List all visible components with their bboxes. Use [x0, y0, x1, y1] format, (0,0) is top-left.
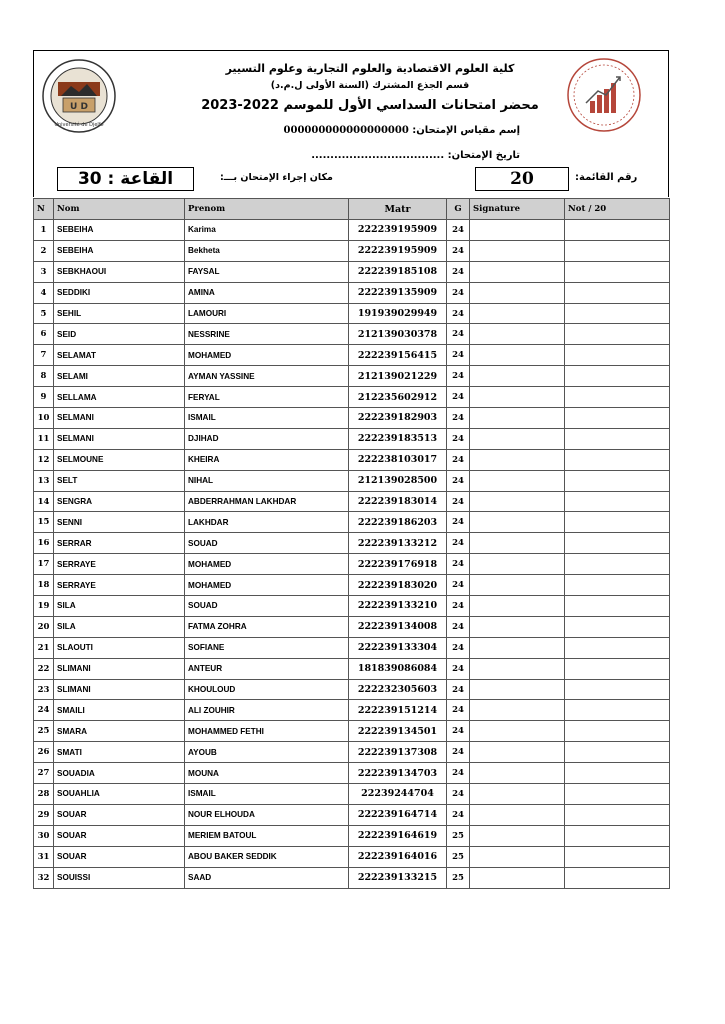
col-header-nom: Nom	[54, 199, 185, 220]
group-number: 24	[447, 449, 470, 470]
student-first-name: NOUR ELHOUDA	[185, 804, 349, 825]
group-number: 24	[447, 533, 470, 554]
group-number: 24	[447, 679, 470, 700]
row-number: 17	[34, 554, 54, 575]
student-first-name: MOHAMED	[185, 575, 349, 596]
student-id: 222239134703	[349, 763, 447, 784]
student-last-name: SELAMI	[54, 366, 185, 387]
signature-cell[interactable]	[470, 408, 565, 429]
table-row	[34, 366, 670, 387]
grade-cell[interactable]	[565, 303, 670, 324]
grade-cell[interactable]	[565, 408, 670, 429]
group-number: 24	[447, 616, 470, 637]
student-first-name: NESSRINE	[185, 324, 349, 345]
table-row	[34, 408, 670, 429]
signature-cell[interactable]	[470, 596, 565, 617]
student-id: 222239151214	[349, 700, 447, 721]
row-number: 32	[34, 867, 54, 888]
signature-cell[interactable]	[470, 512, 565, 533]
signature-cell[interactable]	[470, 846, 565, 867]
student-id: 222239134008	[349, 616, 447, 637]
table-row	[34, 387, 670, 408]
student-id: 191939029949	[349, 303, 447, 324]
row-number: 29	[34, 804, 54, 825]
student-last-name: SOUAR	[54, 825, 185, 846]
group-number: 24	[447, 261, 470, 282]
student-first-name: MOHAMED	[185, 554, 349, 575]
student-last-name: SMATI	[54, 742, 185, 763]
col-header-n: N	[34, 199, 54, 220]
row-number: 5	[34, 303, 54, 324]
col-header-matr: Matr	[349, 199, 447, 220]
group-number: 24	[447, 470, 470, 491]
grade-cell[interactable]	[565, 345, 670, 366]
student-first-name: Bekheta	[185, 240, 349, 261]
student-last-name: SEBKHAOUI	[54, 261, 185, 282]
group-number: 24	[447, 345, 470, 366]
place-label: مكان إجراء الإمتحان بـــ:	[220, 172, 333, 183]
grade-cell[interactable]	[565, 804, 670, 825]
table-row	[34, 303, 670, 324]
student-id: 222239164016	[349, 846, 447, 867]
student-first-name: ABDERRAHMAN LAKHDAR	[185, 491, 349, 512]
row-number: 18	[34, 575, 54, 596]
table-row	[34, 449, 670, 470]
row-number: 31	[34, 846, 54, 867]
row-number: 11	[34, 428, 54, 449]
row-number: 3	[34, 261, 54, 282]
group-number: 24	[447, 324, 470, 345]
student-first-name: SOUAD	[185, 533, 349, 554]
signature-cell[interactable]	[470, 324, 565, 345]
student-id: 22239244704	[349, 784, 447, 805]
signature-cell[interactable]	[470, 533, 565, 554]
list-number: 20	[475, 167, 569, 191]
student-last-name: SLAOUTI	[54, 637, 185, 658]
row-number: 4	[34, 282, 54, 303]
grade-cell[interactable]	[565, 387, 670, 408]
signature-cell[interactable]	[470, 366, 565, 387]
student-last-name: SELMANI	[54, 428, 185, 449]
table-row	[34, 616, 670, 637]
student-id: 222232305603	[349, 679, 447, 700]
grade-cell[interactable]	[565, 596, 670, 617]
row-number: 27	[34, 763, 54, 784]
signature-cell[interactable]	[470, 804, 565, 825]
grade-cell[interactable]	[565, 512, 670, 533]
student-id: 212235602912	[349, 387, 447, 408]
svg-text:Université de Djelfa: Université de Djelfa	[54, 122, 104, 128]
grade-cell[interactable]	[565, 220, 670, 241]
student-id: 222239133304	[349, 637, 447, 658]
student-first-name: ISMAIL	[185, 408, 349, 429]
table-row	[34, 575, 670, 596]
group-number: 24	[447, 428, 470, 449]
student-last-name: SLIMANI	[54, 679, 185, 700]
group-number: 24	[447, 596, 470, 617]
group-number: 25	[447, 825, 470, 846]
student-first-name: KHEIRA	[185, 449, 349, 470]
table-row	[34, 867, 670, 888]
student-id: 222239183014	[349, 491, 447, 512]
row-number: 16	[34, 533, 54, 554]
row-number: 6	[34, 324, 54, 345]
grade-cell[interactable]	[565, 679, 670, 700]
row-number: 26	[34, 742, 54, 763]
signature-cell[interactable]	[470, 345, 565, 366]
row-number: 30	[34, 825, 54, 846]
student-first-name: NIHAL	[185, 470, 349, 491]
student-last-name: SEID	[54, 324, 185, 345]
table-row	[34, 846, 670, 867]
signature-cell[interactable]	[470, 470, 565, 491]
signature-cell[interactable]	[470, 387, 565, 408]
university-logo-icon	[41, 58, 117, 134]
student-first-name: ISMAIL	[185, 784, 349, 805]
table-row	[34, 763, 670, 784]
grade-cell[interactable]	[565, 282, 670, 303]
student-first-name: MOUNA	[185, 763, 349, 784]
faculty-name: كلية العلوم الاقتصادية والعلوم التجارية وعلوم التسيير	[225, 62, 515, 75]
group-number: 24	[447, 554, 470, 575]
row-number: 7	[34, 345, 54, 366]
signature-cell[interactable]	[470, 679, 565, 700]
table-row	[34, 470, 670, 491]
grade-cell[interactable]	[565, 428, 670, 449]
student-id: 222239156415	[349, 345, 447, 366]
row-number: 28	[34, 784, 54, 805]
grade-cell[interactable]	[565, 846, 670, 867]
student-first-name: AYMAN YASSINE	[185, 366, 349, 387]
table-row	[34, 804, 670, 825]
student-first-name: LAKHDAR	[185, 512, 349, 533]
student-first-name: KHOULOUD	[185, 679, 349, 700]
student-id: 222239135909	[349, 282, 447, 303]
student-last-name: SLIMANI	[54, 658, 185, 679]
student-id: 222239195909	[349, 240, 447, 261]
grade-cell[interactable]	[565, 825, 670, 846]
student-id: 222239186203	[349, 512, 447, 533]
table-row	[34, 324, 670, 345]
signature-cell[interactable]	[470, 825, 565, 846]
student-id: 212139028500	[349, 470, 447, 491]
subject-line	[230, 125, 520, 136]
student-last-name: SENGRA	[54, 491, 185, 512]
group-number: 24	[447, 721, 470, 742]
date-value: ...................................	[311, 150, 445, 161]
group-number: 24	[447, 303, 470, 324]
student-last-name: SILA	[54, 616, 185, 637]
date-label: تاريخ الإمتحان:	[447, 150, 520, 161]
student-first-name: ABOU BAKER SEDDIK	[185, 846, 349, 867]
col-header-note: Not / 20	[565, 199, 670, 220]
table-row	[34, 512, 670, 533]
student-first-name: MOHAMMED FETHI	[185, 721, 349, 742]
student-last-name: SOUAR	[54, 804, 185, 825]
group-number: 24	[447, 763, 470, 784]
student-first-name: FERYAL	[185, 387, 349, 408]
student-first-name: SOFIANE	[185, 637, 349, 658]
student-id: 222238103017	[349, 449, 447, 470]
room-box: القاعة : 30	[57, 167, 194, 191]
grade-cell[interactable]	[565, 763, 670, 784]
group-number: 24	[447, 700, 470, 721]
group-number: 24	[447, 637, 470, 658]
table-row	[34, 261, 670, 282]
group-number: 24	[447, 491, 470, 512]
row-number: 9	[34, 387, 54, 408]
grade-cell[interactable]	[565, 867, 670, 888]
student-id: 222239133215	[349, 867, 447, 888]
table-row	[34, 345, 670, 366]
student-last-name: SMARA	[54, 721, 185, 742]
table-row	[34, 784, 670, 805]
grade-cell[interactable]	[565, 700, 670, 721]
row-number: 13	[34, 470, 54, 491]
student-id: 222239183020	[349, 575, 447, 596]
table-row	[34, 658, 670, 679]
student-first-name: AYOUB	[185, 742, 349, 763]
signature-cell[interactable]	[470, 282, 565, 303]
student-last-name: SENNI	[54, 512, 185, 533]
signature-cell[interactable]	[470, 491, 565, 512]
group-number: 24	[447, 784, 470, 805]
student-first-name: FATMA ZOHRA	[185, 616, 349, 637]
table-row	[34, 700, 670, 721]
table-row	[34, 240, 670, 261]
signature-cell[interactable]	[470, 658, 565, 679]
student-last-name: SEHIL	[54, 303, 185, 324]
group-number: 24	[447, 658, 470, 679]
table-row	[34, 637, 670, 658]
table-header-row	[34, 199, 670, 220]
table-row	[34, 491, 670, 512]
signature-cell[interactable]	[470, 303, 565, 324]
row-number: 10	[34, 408, 54, 429]
student-last-name: SMAILI	[54, 700, 185, 721]
signature-cell[interactable]	[470, 240, 565, 261]
student-last-name: SOUAR	[54, 846, 185, 867]
student-id: 222239133210	[349, 596, 447, 617]
row-number: 14	[34, 491, 54, 512]
student-id: 222239195909	[349, 220, 447, 241]
signature-cell[interactable]	[470, 721, 565, 742]
table-row	[34, 596, 670, 617]
signature-cell[interactable]	[470, 742, 565, 763]
student-id: 222239183513	[349, 428, 447, 449]
student-id: 222239164619	[349, 825, 447, 846]
svg-text:U D: U D	[70, 102, 88, 112]
student-last-name: SERRAR	[54, 533, 185, 554]
student-last-name: SELMANI	[54, 408, 185, 429]
student-id: 222239137308	[349, 742, 447, 763]
student-first-name: ALI ZOUHIR	[185, 700, 349, 721]
grade-cell[interactable]	[565, 470, 670, 491]
student-last-name: SOUISSI	[54, 867, 185, 888]
student-id: 222239134501	[349, 721, 447, 742]
group-number: 24	[447, 575, 470, 596]
student-first-name: ANTEUR	[185, 658, 349, 679]
signature-cell[interactable]	[470, 763, 565, 784]
signature-cell[interactable]	[470, 220, 565, 241]
group-number: 24	[447, 220, 470, 241]
table-row	[34, 721, 670, 742]
student-last-name: SOUADIA	[54, 763, 185, 784]
col-header-signature: Signature	[470, 199, 565, 220]
grade-cell[interactable]	[565, 554, 670, 575]
table-row	[34, 220, 670, 241]
col-header-prenom: Prenom	[185, 199, 349, 220]
row-number: 23	[34, 679, 54, 700]
student-last-name: SERRAYE	[54, 554, 185, 575]
signature-cell[interactable]	[470, 554, 565, 575]
student-first-name: Karima	[185, 220, 349, 241]
grade-cell[interactable]	[565, 533, 670, 554]
student-last-name: SILA	[54, 596, 185, 617]
students-table	[33, 198, 670, 889]
table-row	[34, 533, 670, 554]
student-id: 212139030378	[349, 324, 447, 345]
grade-cell[interactable]	[565, 261, 670, 282]
student-id: 222239164714	[349, 804, 447, 825]
row-number: 22	[34, 658, 54, 679]
group-number: 24	[447, 804, 470, 825]
grade-cell[interactable]	[565, 637, 670, 658]
signature-cell[interactable]	[470, 867, 565, 888]
table-row	[34, 825, 670, 846]
subject-value: 000000000000000000	[283, 125, 409, 136]
group-number: 24	[447, 387, 470, 408]
group-number: 24	[447, 742, 470, 763]
student-id: 222239133212	[349, 533, 447, 554]
student-first-name: MOHAMED	[185, 345, 349, 366]
signature-cell[interactable]	[470, 784, 565, 805]
student-first-name: MERIEM BATOUL	[185, 825, 349, 846]
student-first-name: DJIHAD	[185, 428, 349, 449]
student-last-name: SERRAYE	[54, 575, 185, 596]
row-number: 1	[34, 220, 54, 241]
student-last-name: SEBEIHA	[54, 220, 185, 241]
student-last-name: SEBEIHA	[54, 240, 185, 261]
grade-cell[interactable]	[565, 742, 670, 763]
row-number: 25	[34, 721, 54, 742]
table-row	[34, 428, 670, 449]
row-number: 21	[34, 637, 54, 658]
student-last-name: SELT	[54, 470, 185, 491]
signature-cell[interactable]	[470, 428, 565, 449]
table-row	[34, 679, 670, 700]
grade-cell[interactable]	[565, 240, 670, 261]
signature-cell[interactable]	[470, 449, 565, 470]
group-number: 24	[447, 240, 470, 261]
table-row	[34, 282, 670, 303]
table-row	[34, 742, 670, 763]
student-last-name: SELLAMA	[54, 387, 185, 408]
row-number: 24	[34, 700, 54, 721]
student-first-name: AMINA	[185, 282, 349, 303]
student-first-name: FAYSAL	[185, 261, 349, 282]
student-id: 222239176918	[349, 554, 447, 575]
group-number: 24	[447, 366, 470, 387]
document-title: محضر امتحانات السداسي الأول للموسم 2022-2023	[201, 98, 539, 113]
grade-cell[interactable]	[565, 366, 670, 387]
signature-cell[interactable]	[470, 261, 565, 282]
table-body	[34, 220, 670, 889]
student-first-name: SAAD	[185, 867, 349, 888]
row-number: 15	[34, 512, 54, 533]
list-number-label: رقم القائمة:	[575, 172, 638, 183]
group-number: 25	[447, 846, 470, 867]
department-name: قسم الجذع المشترك (السنة الأولى ل.م.د)	[270, 80, 470, 91]
student-last-name: SEDDIKI	[54, 282, 185, 303]
student-last-name: SELAMAT	[54, 345, 185, 366]
col-header-g: G	[447, 199, 470, 220]
grade-cell[interactable]	[565, 449, 670, 470]
student-id: 181839086084	[349, 658, 447, 679]
row-number: 2	[34, 240, 54, 261]
group-number: 25	[447, 867, 470, 888]
row-number: 20	[34, 616, 54, 637]
signature-cell[interactable]	[470, 700, 565, 721]
group-number: 24	[447, 408, 470, 429]
grade-cell[interactable]	[565, 784, 670, 805]
grade-cell[interactable]	[565, 324, 670, 345]
student-first-name: LAMOURI	[185, 303, 349, 324]
student-last-name: SELMOUNE	[54, 449, 185, 470]
grade-cell[interactable]	[565, 616, 670, 637]
student-id: 212139021229	[349, 366, 447, 387]
grade-cell[interactable]	[565, 721, 670, 742]
student-id: 222239182903	[349, 408, 447, 429]
row-number: 8	[34, 366, 54, 387]
grade-cell[interactable]	[565, 491, 670, 512]
signature-cell[interactable]	[470, 637, 565, 658]
grade-cell[interactable]	[565, 658, 670, 679]
group-number: 24	[447, 282, 470, 303]
signature-cell[interactable]	[470, 575, 565, 596]
subject-label: إسم مقياس الإمتحان:	[412, 125, 520, 136]
student-first-name: SOUAD	[185, 596, 349, 617]
student-id: 222239185108	[349, 261, 447, 282]
group-number: 24	[447, 512, 470, 533]
signature-cell[interactable]	[470, 616, 565, 637]
student-last-name: SOUAHLIA	[54, 784, 185, 805]
date-line	[230, 150, 520, 161]
table-row	[34, 554, 670, 575]
grade-cell[interactable]	[565, 575, 670, 596]
row-number: 12	[34, 449, 54, 470]
row-number: 19	[34, 596, 54, 617]
